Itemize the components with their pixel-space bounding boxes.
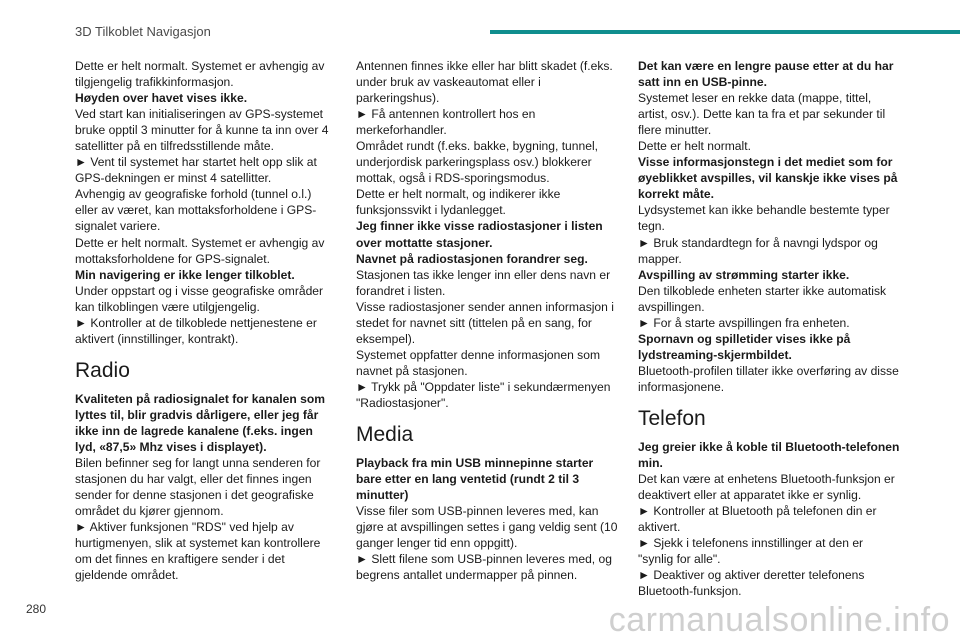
- column-1: [75, 58, 337, 583]
- question-heading: Avspilling av strømming starter ikke.: [638, 267, 850, 282]
- watermark-text: carmanualsonline.info: [608, 601, 950, 639]
- body-text: Visse filer som USB-pinnen leveres med, kan gjøre at avspillingen settes i gang veldig sent (10 ganger lenger tid enn oppgitt).: [356, 504, 618, 551]
- question-heading: Spornavn og spilletider vises ikke på lydstreaming-skjermbildet.: [638, 331, 851, 362]
- column-2: [356, 58, 618, 583]
- question-heading: Høyden over havet vises ikke.: [75, 91, 248, 106]
- body-text: ► Få antennen kontrollert hos en merkeforhandler.: [356, 107, 536, 138]
- body-text: Området rundt (f.eks. bakke, bygning, tunnel, underjordisk parkeringsplass osv.) blokkerer mottak, også i RDS-sporingsmodus.: [356, 139, 599, 186]
- body-text: Stasjonen tas ikke lenger inn eller dens navn er forandret i listen.: [356, 267, 611, 298]
- body-text: ► Sjekk i telefonens innstillinger at den er "synlig for alle".: [638, 536, 864, 567]
- body-text: ► For å starte avspillingen fra enheten.: [638, 315, 850, 330]
- body-text: Avhengig av geografiske forhold (tunnel o.l.) eller av været, kan mottaksforholdene i GPS-signalet variere.: [75, 187, 317, 234]
- body-text: Under oppstart og i visse geografiske områder kan tilkoblingen være utilgjengelig.: [75, 283, 324, 314]
- question-heading: Det kan være en lengre pause etter at du har satt inn en USB-pinne.: [638, 59, 894, 90]
- question-heading: Kvaliteten på radiosignalet for kanalen som lyttes til, blir gradvis dårligere, eller jeg får ikke inn de lagrede kanalene (f.eks. ingen lyd, «87,5» Mhz vises i displayet).: [75, 391, 326, 454]
- question-heading: Visse informasjonstegn i det mediet som for øyeblikket avspilles, vil kanskje ikke vises på korrekt måte.: [638, 155, 898, 202]
- body-text: Dette er helt normalt, og indikerer ikke funksjonssvikt i lydanlegget.: [356, 187, 561, 218]
- question-heading: Jeg finner ikke visse radiostasjoner i listen over mottatte stasjoner.: [356, 219, 603, 250]
- question-heading: Jeg greier ikke å koble til Bluetooth-telefonen min.: [638, 439, 900, 471]
- body-text: Det kan være at enhetens Bluetooth-funksjon er deaktivert eller at apparatet ikke er synlig.: [638, 472, 895, 503]
- body-text: Systemet oppfatter denne informasjonen som navnet på stasjonen.: [356, 347, 601, 378]
- body-text: Lydsystemet kan ikke behandle bestemte typer tegn.: [638, 203, 890, 234]
- body-text: Dette er helt normalt. Systemet er avhengig av mottaksforholdene for GPS-signalet.: [75, 235, 325, 266]
- body-text: Dette er helt normalt.: [638, 139, 751, 154]
- body-text: ► Deaktiver og aktiver deretter telefonens Bluetooth-funksjon.: [638, 568, 865, 599]
- body-text: Bluetooth-profilen tillater ikke overføring av disse informasjonene.: [638, 363, 899, 394]
- body-text: Antennen finnes ikke eller har blitt skadet (f.eks. under bruk av vaskeautomat eller i parkeringshus).: [356, 59, 613, 106]
- body-text: ► Kontroller at Bluetooth på telefonen din er aktivert.: [638, 504, 877, 535]
- body-text: ► Bruk standardtegn for å navngi lydspor og mapper.: [638, 235, 878, 266]
- body-text: ► Trykk på "Oppdater liste" i sekundærmenyen "Radiostasjoner".: [356, 379, 611, 410]
- body-text: Ved start kan initialiseringen av GPS-systemet bruke opptil 3 minutter for å kunne ta inn over 4 satellitter på en tilfredsstillende måte.: [75, 107, 329, 154]
- question-heading: Navnet på radiostasjonen forandrer seg.: [356, 251, 588, 266]
- section-heading: Telefon: [638, 406, 706, 430]
- header-title: 3D Tilkoblet Navigasjon: [75, 24, 211, 39]
- section-heading: Radio: [75, 358, 130, 382]
- section-heading: Media: [356, 423, 414, 447]
- body-text: ► Kontroller at de tilkoblede nettjenestene er aktivert (innstillinger, kontrakt).: [75, 315, 317, 346]
- question-heading: Playback fra min USB minnepinne starter bare etter en lang ventetid (rundt 2 til 3 minutter): [356, 456, 594, 503]
- body-text: Den tilkoblede enheten starter ikke automatisk avspillingen.: [638, 283, 887, 314]
- body-text: ► Aktiver funksjonen "RDS" ved hjelp av hurtigmenyen, slik at systemet kan kontrollere om det finnes en kraftigere sender i det gjeldende området.: [75, 520, 321, 583]
- body-text: ► Vent til systemet har startet helt opp slik at GPS-dekningen er minst 4 satellitter.: [75, 155, 317, 186]
- question-heading: Min navigering er ikke lenger tilkoblet.: [75, 267, 295, 282]
- body-text: Dette er helt normalt. Systemet er avhengig av tilgjengelig trafikkinformasjon.: [75, 59, 325, 90]
- header-accent-bar: [490, 30, 960, 34]
- body-text: Visse radiostasjoner sender annen informasjon i stedet for navnet sitt (tittelen på en sang, for eksempel).: [356, 299, 614, 346]
- body-text: ► Slett filene som USB-pinnen leveres med, og begrens antallet undermapper på pinnen.: [356, 552, 612, 583]
- body-text: Bilen befinner seg for langt unna senderen for stasjonen du har valgt, eller det finnes ingen sender for denne stasjonen i det geografiske området du kjører gjennom.: [75, 456, 321, 519]
- page-number: 280: [26, 602, 47, 616]
- body-text: Systemet leser en rekke data (mappe, tittel, artist, osv.). Dette kan ta fra et par sekunder til flere minutter.: [638, 91, 886, 138]
- column-3: [638, 58, 900, 599]
